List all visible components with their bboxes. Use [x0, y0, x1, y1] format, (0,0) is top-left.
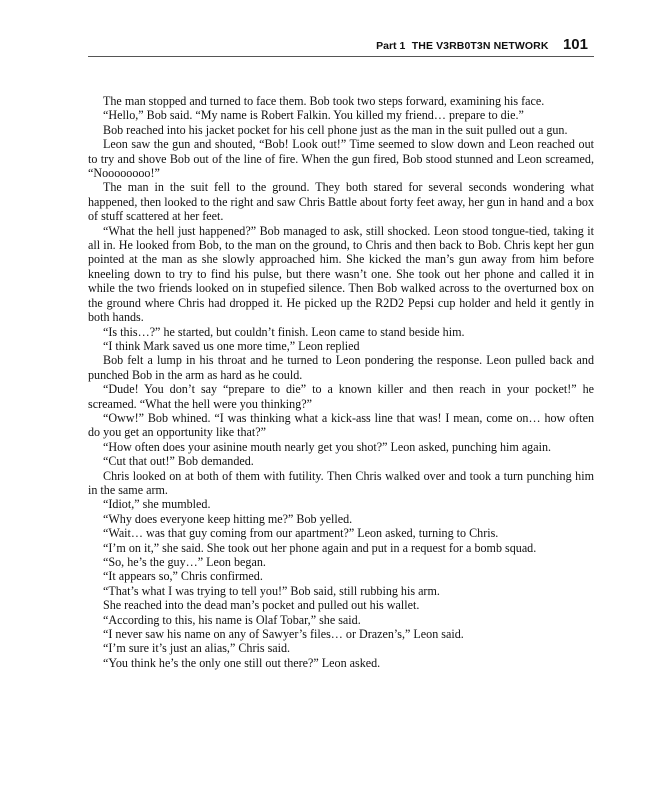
paragraph: “I never saw his name on any of Sawyer’s files… or Drazen’s,” Leon said. [103, 627, 464, 642]
paragraph: “According to this, his name is Olaf Tobar,” she said. [103, 612, 361, 627]
book-title: THE V3RB0T3N NETWORK [411, 40, 549, 52]
running-header [88, 34, 594, 57]
paragraph: “Oww!” Bob whined. “I was thinking what a kick-ass line that was! I mean, come on… how often do you get an opportunity like that?” [88, 410, 594, 440]
paragraph: “Cut that out!” Bob demanded. [103, 454, 254, 469]
part-label: Part 1 [376, 40, 406, 52]
paragraph: “So, he’s the guy…” Leon began. [103, 555, 266, 569]
body-text [88, 94, 594, 670]
paragraph: “Is this…?” he started, but couldn’t finish. Leon came to stand beside him. [103, 324, 465, 339]
paragraph: “Wait… was that guy coming from our apartment?” Leon asked, turning to Chris. [103, 526, 499, 541]
paragraph: Chris looked on at both of them with futility. Then Chris walked over and took a turn punching him in the same arm. [88, 468, 594, 497]
paragraph: She reached into the dead man’s pocket and pulled out his wallet. [103, 598, 420, 613]
paragraph: Leon saw the gun and shouted, “Bob! Look out!” Time seemed to slow down and Leon reached out to try and shove Bob out of the line of fire. When the gun fired, Bob stood stunned and Leon screamed, “Noooooooo!” [88, 137, 594, 181]
paragraph: “How often does your asinine mouth nearly get you shot?” Leon asked, punching him again. [103, 439, 552, 454]
paragraph: The man in the suit fell to the ground. They both stared for several seconds wondering what happened, then looked to the right and saw Chris Battle about forty feet away, her gun in hand and a box of stuff scattered at her feet. [88, 180, 594, 224]
paragraph: “You think he’s the only one still out there?” Leon asked. [103, 655, 381, 670]
page-number: 101 [562, 36, 588, 53]
paragraph: “What the hell just happened?” Bob managed to ask, still shocked. Leon stood tongue-tied, taking it all in. He looked from Bob, to the man on the ground, to Chris and then back to Bob. Chris kept her gun pointed at the man as she slowly approached him. She kicked the man’s gun away from him before kneeling down to try to find his pulse, but there wasn’t one. She took out her phone and called it in while the two friends looked on in stupefied silence. Then Bob walked across to the overturned box on the ground where Chris had dropped it. He picked up the R2D2 Pepsi cup holder and held it gently in both hands. [88, 223, 594, 325]
paragraph: “I think Mark saved us one more time,” Leon replied [103, 338, 360, 353]
paragraph: “That’s what I was trying to tell you!” Bob said, still rubbing his arm. [103, 583, 440, 598]
paragraph: The man stopped and turned to face them. Bob took two steps forward, examining his face. [103, 94, 545, 108]
paragraph: “It appears so,” Chris confirmed. [103, 569, 263, 584]
paragraph: “Idiot,” she mumbled. [103, 497, 211, 512]
paragraph: “Why does everyone keep hitting me?” Bob yelled. [103, 511, 353, 526]
paragraph: “Hello,” Bob said. “My name is Robert Falkin. You killed my friend… prepare to die.” [103, 108, 524, 123]
header-content [376, 36, 588, 54]
paragraph: Bob felt a lump in his throat and he turned to Leon pondering the response. Leon pulled back and punched Bob in the arm as hard as he could. [88, 353, 594, 382]
paragraph: “I’m on it,” she said. She took out her phone again and put in a request for a bomb squad. [103, 540, 537, 555]
paragraph: “Dude! You don’t say “prepare to die” to a known killer and then reach in your pocket!” he screamed. “What the hell were you thinking?” [88, 382, 594, 411]
paragraph: “I’m sure it’s just an alias,” Chris said. [103, 641, 291, 656]
paragraph: Bob reached into his jacket pocket for his cell phone just as the man in the suit pulled out a gun. [103, 122, 568, 137]
